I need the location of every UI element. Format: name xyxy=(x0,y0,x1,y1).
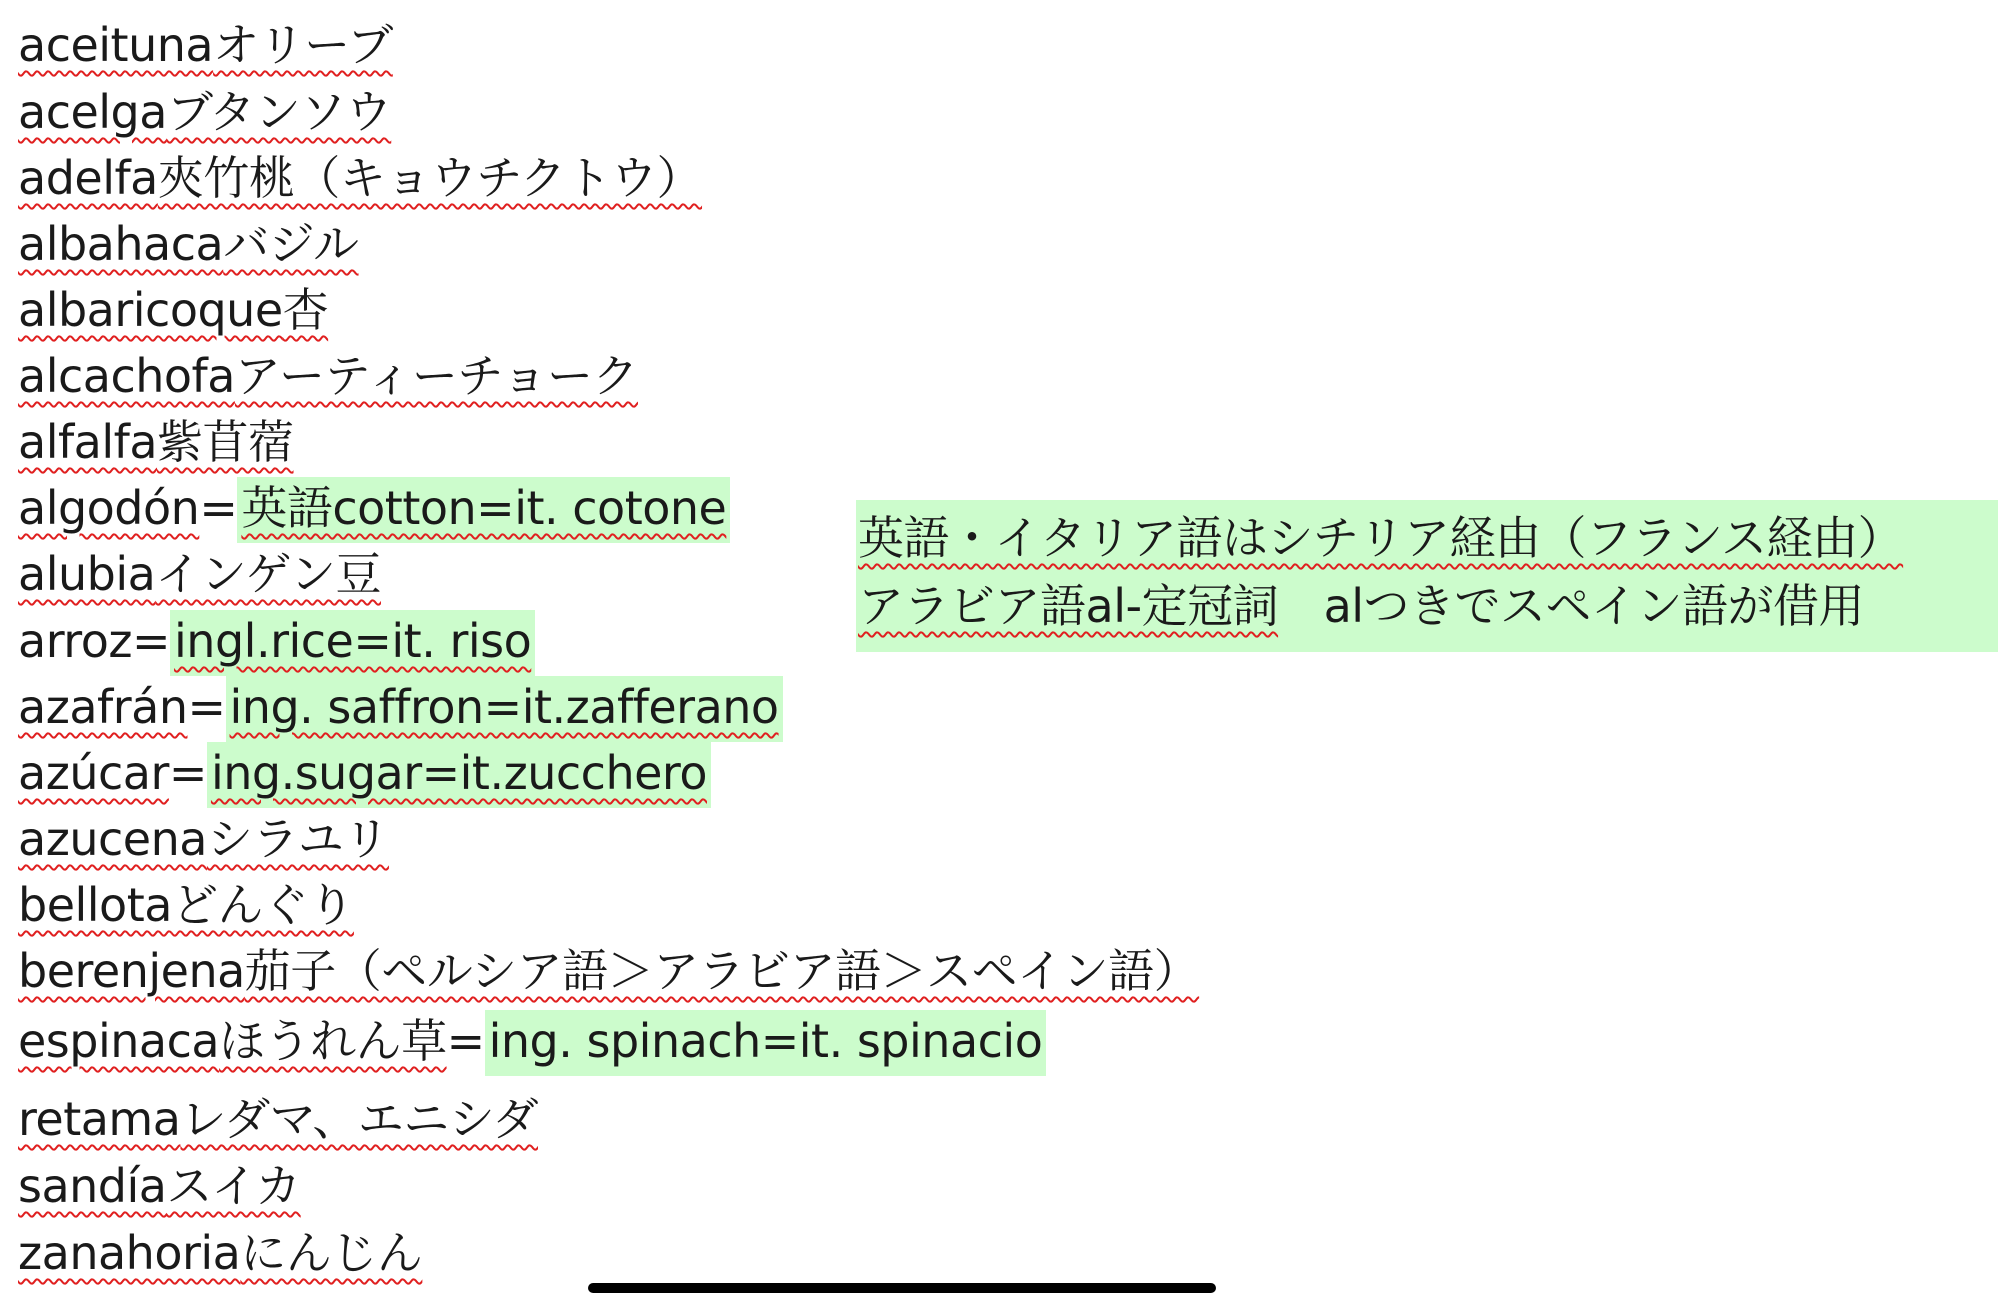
list-item xyxy=(18,742,711,804)
entry-gloss: シラユリ xyxy=(206,812,389,866)
entry-word: sandía xyxy=(18,1159,167,1213)
list-item xyxy=(18,1222,422,1284)
list-item xyxy=(18,14,393,76)
entry-gloss: レダマ、エニシダ xyxy=(180,1092,538,1146)
note-line-2 xyxy=(856,572,1998,640)
entry-gloss: 紫苜蓿 xyxy=(157,415,294,469)
entry-separator: = xyxy=(168,746,207,800)
entry-word: espinaca xyxy=(18,1014,220,1068)
entry-word: adelfa xyxy=(18,151,158,205)
entry-gloss: インゲン豆 xyxy=(155,547,381,601)
entry-word: albaricoque xyxy=(18,283,283,337)
entry-equivalents: ing. spinach=it. spinacio xyxy=(485,1010,1047,1076)
list-item xyxy=(18,940,1199,1002)
entry-word: albahaca xyxy=(18,217,224,271)
entry-equivalents: ing.sugar=it.zucchero xyxy=(207,742,711,808)
entry-gloss: 杏 xyxy=(282,283,329,337)
entry-gloss: スイカ xyxy=(166,1159,301,1213)
list-item xyxy=(18,1010,1046,1072)
entry-gloss: 茄子（ペルシア語＞アラビア語＞スペイン語） xyxy=(244,944,1200,998)
entry-gloss: オリーブ xyxy=(213,18,393,72)
list-item xyxy=(18,676,783,738)
etymology-note xyxy=(856,500,1998,652)
entry-word: azucena xyxy=(18,812,207,866)
entry-word: zanahoria xyxy=(18,1226,241,1280)
note-text: alつきでスペイン語が借用 xyxy=(1278,579,1865,633)
note-line-1 xyxy=(856,504,1998,572)
entry-gloss: アーティーチョーク xyxy=(234,349,638,403)
list-item xyxy=(18,808,389,870)
list-item xyxy=(18,213,359,275)
entry-word: alfalfa xyxy=(18,415,158,469)
entry-separator: = xyxy=(131,614,171,668)
list-item xyxy=(18,81,391,143)
entry-word: azafrán xyxy=(18,680,188,734)
entry-gloss: どんぐり xyxy=(171,878,354,932)
entry-separator: = xyxy=(187,680,226,734)
entry-equivalents: 英語cotton=it. cotone xyxy=(237,477,730,543)
entry-word: algodón xyxy=(18,481,200,535)
entry-word: arroz xyxy=(18,614,132,668)
entry-gloss: ブタンソウ xyxy=(166,85,392,139)
list-item xyxy=(18,543,381,605)
entry-gloss: バジル xyxy=(223,217,359,271)
list-item xyxy=(18,279,328,341)
list-item xyxy=(18,610,535,672)
entry-equivalents: ing. saffron=it.zafferano xyxy=(226,676,783,742)
list-item xyxy=(18,1088,538,1150)
entry-separator: = xyxy=(446,1014,485,1068)
list-item xyxy=(18,1155,301,1217)
entry-equivalents: ingl.rice=it. riso xyxy=(170,610,535,676)
note-text: 英語・イタリア語はシチリア経由（フランス経由） xyxy=(858,511,1904,565)
entry-gloss: にんじん xyxy=(240,1226,423,1280)
entry-word: berenjena xyxy=(18,944,245,998)
entry-word: bellota xyxy=(18,878,172,932)
note-text: アラビア語al-定冠詞 xyxy=(858,579,1279,633)
home-indicator[interactable] xyxy=(588,1283,1216,1293)
entry-word: alubia xyxy=(18,547,156,601)
entry-gloss: ほうれん草 xyxy=(219,1014,447,1068)
list-item xyxy=(18,477,730,539)
entry-word: acelga xyxy=(18,85,167,139)
list-item xyxy=(18,411,294,473)
entry-word: aceituna xyxy=(18,18,214,72)
list-item xyxy=(18,874,354,936)
entry-separator: = xyxy=(199,481,238,535)
list-item xyxy=(18,147,702,209)
entry-word: alcachofa xyxy=(18,349,235,403)
entry-word: azúcar xyxy=(18,746,169,800)
entry-gloss: 夾竹桃（キョウチクトウ） xyxy=(157,151,703,205)
list-item xyxy=(18,345,638,407)
entry-word: retama xyxy=(18,1092,181,1146)
